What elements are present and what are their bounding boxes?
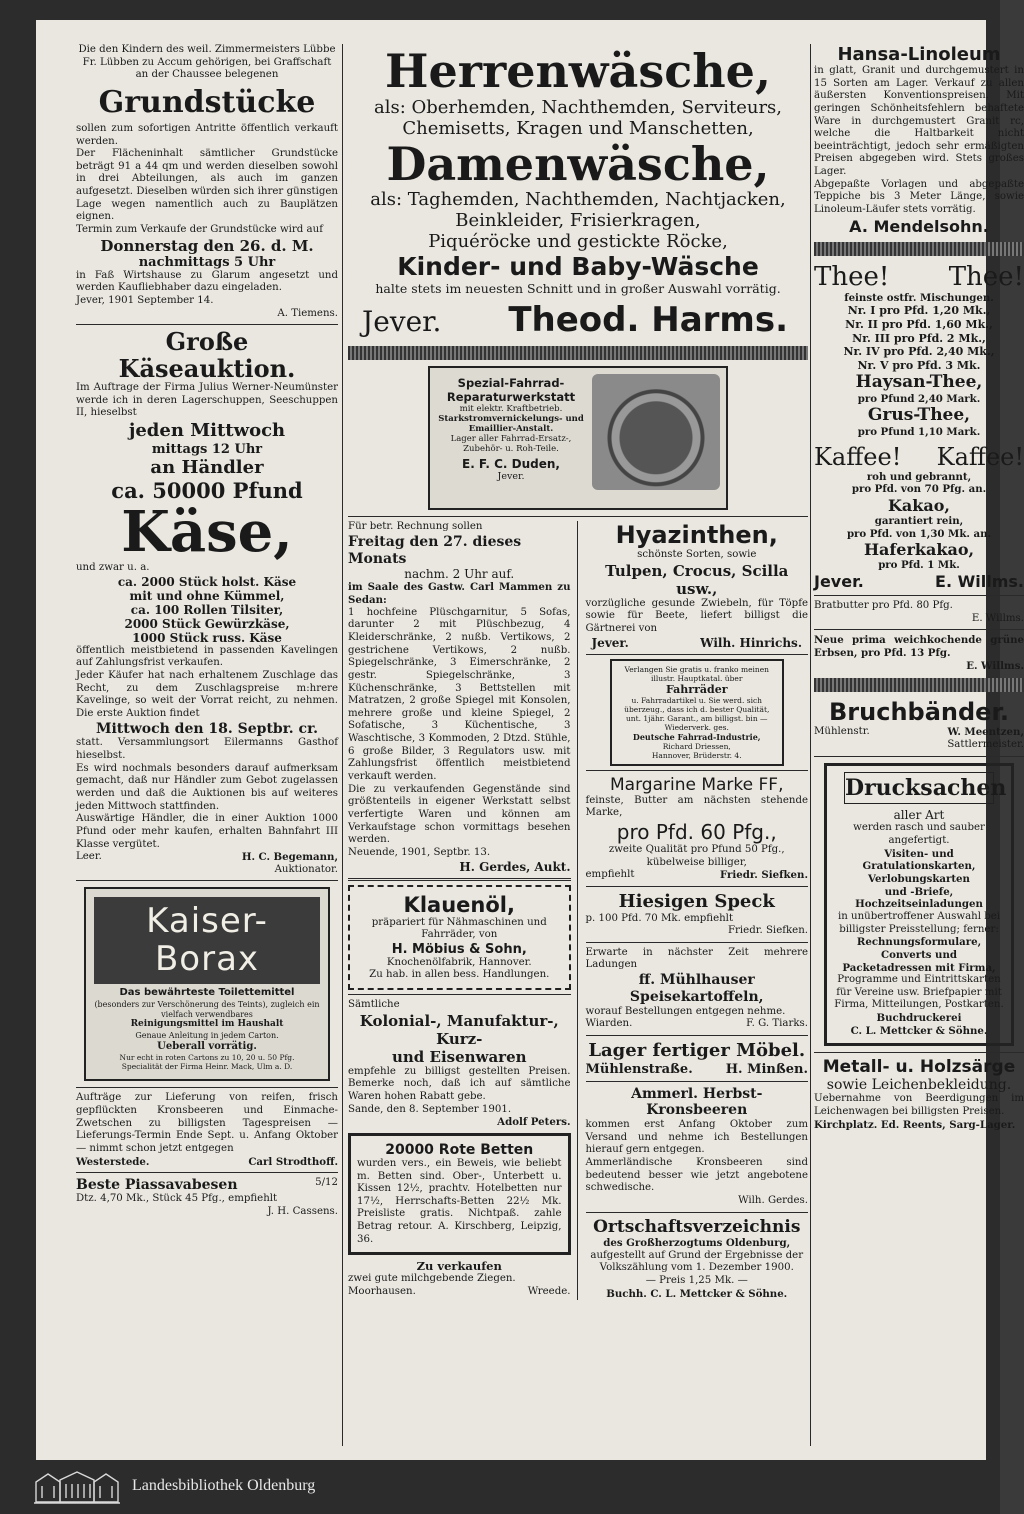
bratbutter-line: Bratbutter pro Pfd. 80 Pfg. — [814, 600, 953, 612]
borax-sub: Ueberall vorrätig. — [157, 1040, 257, 1052]
kakao-title: Kakao, — [888, 495, 950, 515]
piassava-signature: J. H. Cassens. — [267, 1205, 338, 1217]
hya-line: Tulpen, Crocus, Scilla usw., — [605, 561, 789, 598]
fahr-line: Deutsche Fahrrad-Industrie, — [632, 731, 761, 742]
kaese-date: Mittwoch den 18. Septbr. cr. — [95, 720, 319, 737]
druck-line: Converts und — [880, 948, 957, 961]
margarine-ad — [586, 775, 809, 882]
ziegen-place: Moorhausen. — [348, 1286, 416, 1298]
peters-body: empfehle zu billigst gestellten Preisen. Bemerke noch, daß ich auf sämtliche Waren hohen Rabatt gebe. — [348, 1065, 571, 1102]
kaffee-left: Kaffee! — [814, 442, 902, 471]
column-rule — [342, 44, 343, 1446]
damen-title: Damenwäsche, — [386, 136, 770, 191]
thee-line: feinste ostfr. Mischungen. — [844, 291, 994, 304]
lino-body: in glatt, Granit und durchgemustert in 15 Sorten am Lager. Verkauf zu allen äußersten Konventionspreisen. Mit geringen Schönheitsfehlern behaftete Ware in durchgemustert Granit rc, welche die Haltbarkeit nicht beeinträchtigt, jedoch sehr ermäßigten Preisen abgegeben wird. Stets großes Lager. — [814, 65, 1024, 178]
druck-line: Packetadressen mit Firma, — [842, 961, 996, 974]
druck-line: werden rasch und sauber — [853, 822, 985, 834]
krons-title: Ammerl. Herbst-Kronsbeeren — [631, 1085, 763, 1119]
druck-title: Drucksachen — [844, 772, 994, 804]
fahr-line: Hannover, Brüderstr. 4. — [651, 750, 742, 760]
hyazinthen-ad — [586, 521, 809, 650]
borax-sub: (besonders zur Verschönerung des Teints), zugleich ein vielfach verwendbares — [94, 999, 320, 1019]
duden-name: E. F. C. Duden, — [462, 457, 560, 472]
grund-body: Termin zum Verkaufe der Grundstücke wird auf — [76, 224, 323, 236]
moebel-ad — [586, 1040, 809, 1077]
orts-signature: Buchh. C. L. Mettcker & Söhne. — [606, 1287, 788, 1300]
grus-price: pro Pfund 1,10 Mark. — [857, 425, 981, 438]
column-rule — [810, 44, 811, 1446]
grund-body: sollen zum sofortigen Antritte öffentlich verkauft werden. — [76, 122, 338, 147]
kaese-body: Es wird nochmals besonders darauf aufmerksam gemacht, daß nur Händler zum Gebot zugelassen werden und daß die Auktionen bis auf weiteres jeden Mittwoch stattfinden. — [76, 762, 338, 812]
grund-title: Grundstücke — [98, 84, 316, 120]
bruch-signature: W. Meentzen, — [947, 726, 1024, 739]
metall-line: Uebernahme von Beerdigungen im Leichenwagen bei billigsten Preisen. — [814, 1093, 1024, 1117]
grund-intro: Die den Kindern des weil. Zimmermeisters Lübbe Fr. Lübben zu Accum gehörigen, bei Graffschaft an der Chaussee belegenen — [78, 44, 336, 81]
kart-place: Wiarden. — [585, 1018, 633, 1030]
gerdes-signature: H. Gerdes, Aukt. — [459, 859, 571, 874]
bruch-place: Mühlenstr. — [814, 726, 870, 738]
betten-title: 20000 Rote Betten — [385, 1141, 534, 1158]
duden-ad — [428, 366, 728, 510]
kaese-item: 1000 Stück russ. Käse — [132, 630, 282, 645]
peters-title: und Eisenwaren — [391, 1047, 527, 1066]
moebel-place: Mühlenstraße. — [585, 1061, 693, 1077]
library-building-icon — [34, 1470, 120, 1504]
strodthoff-ad — [76, 1092, 338, 1168]
library-footer — [0, 1460, 1000, 1514]
damen-line: als: Taghemden, Nachthemden, Nachtjacken, — [370, 189, 786, 211]
orts-price: — Preis 1,25 Mk. — — [645, 1274, 748, 1286]
kart-title: ff. Mühlhauser Speisekartoffeln, — [629, 972, 764, 1005]
marg-line: feinste, Butter am nächsten stehende Marke, — [585, 794, 808, 819]
orts-line: aufgestellt auf Grund der Ergebnisse der Volkszählung vom 1. Dezember 1900. — [590, 1249, 804, 1274]
kaese-time: mittags 12 Uhr — [151, 441, 263, 457]
marg-line: zweite Qualität pro Pfund 50 Pfg., kübelweise billiger, — [608, 844, 785, 868]
strod-signature: Carl Strodthoff. — [248, 1155, 338, 1168]
speck-line: p. 100 Pfd. 70 Mk. empfiehlt — [585, 912, 734, 924]
speck-title: Hiesigen Speck — [618, 890, 775, 912]
kaffee-line: roh und gebrannt, — [866, 470, 972, 483]
harms-ad — [348, 46, 808, 340]
druck-line: Buchdruckerei — [876, 1012, 962, 1025]
fahr-line: Richard Driessen, — [662, 741, 731, 751]
gerdes-date: Freitag den 27. dieses Monats — [348, 533, 522, 567]
strod-place: Westerstede. — [76, 1155, 150, 1168]
linoleum-ad — [814, 44, 1024, 236]
speck-ad — [586, 891, 809, 938]
moebel-title: Lager fertiger Möbel. — [588, 1039, 806, 1061]
halte-line: halte stets im neuesten Schnitt und in großer Auswahl vorrätig. — [375, 281, 781, 297]
orts-title: Ortschaftsverzeichnis — [593, 1216, 801, 1237]
lino-title: Hansa-Linoleum — [837, 44, 1001, 65]
kaese-to: an Händler — [150, 456, 264, 478]
haysan-title: Haysan-Thee, — [855, 372, 983, 393]
grund-time: nachmittags 5 Uhr — [138, 254, 276, 270]
duden-place: Jever. — [497, 471, 525, 483]
ziegen-title: Zu verkaufen — [416, 1259, 502, 1274]
kaffee-right: Kaffee! — [936, 442, 1024, 471]
druck-line: Verlobungskarten — [868, 873, 970, 886]
hafer-price: pro Pfd. 1 Mk. — [878, 559, 960, 572]
damen-line: Piquéröcke und gestickte Röcke, — [428, 231, 728, 253]
peters-title: Kolonial-, Manufaktur-, Kurz- — [359, 1011, 559, 1048]
bruch-role: Sattlermeister. — [947, 738, 1024, 750]
orts-line: des Großherzogtums Oldenburg, — [603, 1237, 791, 1250]
hya-line: schönste Sorten, sowie — [637, 549, 757, 561]
kaese-signature: H. C. Begemann, — [241, 851, 338, 864]
druck-line: Gratulationskarten, — [862, 860, 976, 873]
damen-line: Beinkleider, Frisierkragen, — [455, 210, 701, 232]
ziegen-body: zwei gute milchgebende Ziegen. — [348, 1273, 516, 1285]
marg-title: Margarine Marke FF, — [610, 774, 784, 795]
gerdes-time: nachm. 2 Uhr auf. — [404, 567, 515, 582]
klauenoel-ad — [348, 885, 571, 991]
hafer-title: Haferkakao, — [863, 540, 975, 560]
krons-body: kommen erst Anfang Oktober zum Versand und nehme ich Bestellungen hierauf gern entgegen. — [585, 1119, 808, 1156]
thee-left: Thee! — [814, 261, 890, 292]
column-middle — [348, 44, 808, 1448]
bruchbaender-ad — [814, 698, 1024, 751]
ortschaft-ad — [586, 1217, 809, 1301]
hya-line: vorzügliche gesunde Zwiebeln, für Töpfe sowie für Beete, liefert billigst die Gärtnerei von — [585, 597, 808, 635]
kaese-title: Große Käseauktion. — [118, 327, 296, 383]
kronsbeeren-ad — [586, 1086, 809, 1208]
thee-price: Nr. II pro Pfd. 1,60 Mk., — [845, 317, 993, 331]
harms-place: Jever. — [362, 305, 442, 339]
gerdes-line: Für betr. Rechnung sollen — [348, 521, 483, 533]
klauen-line: Zu hab. in allen bess. Handlungen. — [369, 969, 550, 981]
duden-line: Spezial-Fahrrad- — [457, 376, 565, 391]
borax-sub: Reinigungsmittel im Haushalt — [130, 1019, 284, 1030]
gerdes-body: 1 hochfeine Plüschgarnitur, 5 Sofas, darunter 2 mit Plüschbezug, 4 Kleiderschränke, 2 nußb. Vertikows, 2 gestrichene Vertikows, 2 nußb. Spiegelschränke, 3 Eimerschränke, 2 gestr. Spiegelschränke, 3 Küchenschränke, 3 Bettstellen mit Matratzen, 2 große Spiegel mit Konsolen, mehrere große und kleine Spiegel, 2 Sofatische, 3 Küchentische, 3 Waschtische, 3 Kommoden, 2 Dtzd. Stühle, 6 große Bilder, 3 Regulators usw. mit Zahlungsfrist öffentlich meistbietend verkauft werden. — [348, 606, 571, 783]
druck-line: aller Art — [893, 807, 945, 822]
bratbutter-signature: E. Willms. — [971, 612, 1024, 624]
kaese-big: Käse, — [121, 499, 293, 566]
kaese-place: Leer. — [76, 851, 102, 863]
haysan-price: pro Pfund 2,40 Mark. — [857, 392, 981, 405]
kakao-line: pro Pfd. von 1,30 Mk. an. — [846, 527, 992, 540]
peters-ad — [348, 999, 571, 1129]
kinder-line: Kinder- und Baby-Wäsche — [397, 252, 759, 282]
thee-price: Nr. IV pro Pfd. 2,40 Mk., — [843, 345, 995, 359]
erbsen-signature: E. Willms. — [966, 659, 1024, 672]
metall-signature: Kirchplatz. Ed. Reents, Sarg-Lager. — [814, 1118, 1016, 1131]
column-right — [814, 44, 1024, 1448]
speck-signature: Friedr. Siefken. — [727, 925, 808, 937]
druck-line: Rechnungsformulare, — [856, 936, 982, 949]
metall-line: sowie Leichenbekleidung. — [826, 1077, 1012, 1094]
piassava-ad — [76, 1177, 338, 1218]
grund-body: in Faß Wirtshause zu Glarum angesetzt und werden Kaufliebhaber dazu eingeladen. — [76, 269, 338, 294]
kartoffeln-ad — [586, 947, 809, 1031]
kaffee-line: pro Pfd. von 70 Pfg. an. — [851, 483, 987, 496]
klauen-title: Klauenöl, — [403, 892, 515, 917]
thee-right: Thee! — [948, 261, 1024, 292]
kaese-body: Jeder Käufer hat nach erhaltenem Zuschlage das Recht, zu dem Zuschlagspreise m:hrere Kavelinge, so weit der Vorrat reicht, zu nehmen. Die erste Auktion findet — [76, 670, 338, 719]
kaese-ad — [76, 329, 338, 876]
thee-price: Nr. I pro Pfd. 1,20 Mk., — [847, 304, 991, 318]
grus-title: Grus-Thee, — [867, 405, 971, 426]
peters-signature: Adolf Peters. — [497, 1116, 571, 1129]
kaese-body: statt. Versammlungsort Eilermanns Gasthof hieselbst. — [76, 737, 338, 762]
gerdes-where: im Saale des Gastw. Carl Mammen zu Sedan: — [348, 581, 571, 607]
kaese-role: Auktionator. — [274, 863, 338, 875]
kaese-und: und zwar u. a. — [76, 562, 150, 574]
duden-line: Starkstromvernickelungs- und Emaillier-Anstalt. — [438, 414, 584, 435]
thee-price: Nr. III pro Pfd. 2 Mk., — [852, 331, 986, 345]
borax-sub: Specialität der Firma Heinr. Mack, Ulm a. D. — [121, 1062, 293, 1072]
ziegen-signature: Wreede. — [527, 1286, 571, 1298]
druck-line: und -Briefe, — [884, 885, 954, 898]
fahr-title: Fahrräder — [665, 682, 728, 696]
hya-title: Hyazinthen, — [615, 521, 778, 550]
drucksachen-ad — [824, 763, 1014, 1047]
marg-price: pro Pfd. 60 Pfg., — [616, 820, 777, 845]
kakao-line: garantiert rein, — [874, 514, 964, 527]
fahr-line: Verlangen Sie gratis u. franko meinen illustr. Hauptkatal. über — [624, 664, 770, 683]
kart-line: Erwarte in nächster Zeit mehrere Ladungen — [585, 946, 808, 971]
klauen-name: H. Möbius & Sohn, — [391, 941, 527, 957]
piassava-frac: 5/12 — [315, 1177, 338, 1189]
kaese-when: jeden Mittwoch — [128, 419, 286, 441]
marg-emp: empfiehlt — [585, 869, 635, 881]
gerdes-ad — [348, 521, 571, 873]
thee-price: Nr. V pro Pfd. 3 Mk. — [857, 358, 981, 372]
lino-signature: A. Mendelsohn. — [849, 216, 989, 236]
peters-place: Sande, den 8. September 1901. — [348, 1103, 512, 1115]
grund-body: Der Flächeninhalt sämtlicher Grundstücke beträgt 91 a 44 qm und werden dieselben sowohl in drei Abteilungen, als auch im ganzen aufgesetzt. Dieselben würden sich ihrer günstigen Lage wegen namentlich auch zu Bauplätzen eignen. — [76, 148, 338, 223]
bicycle-wheel-illustration — [592, 374, 720, 490]
lino-body: Abgepaßte Vorlagen und abgepaßte Teppiche bis 3 Meter Länge, sowie Linoleum-Läufer stets vorrätig. — [814, 178, 1024, 216]
kaese-item: ca. 2000 Stück holst. Käse — [117, 574, 297, 589]
erbsen-line: Neue prima weichkochende grüne Erbsen, pro Pfd. 13 Pfg. — [814, 634, 1024, 660]
marg-signature: Friedr. Siefken. — [719, 869, 808, 882]
borax-sub: Nur echt in roten Cartons zu 10, 20 u. 50 Pfg. — [119, 1052, 295, 1062]
moebel-signature: H. Minßen. — [725, 1061, 808, 1077]
kart-line: worauf Bestellungen entgegen nehme. — [585, 1005, 786, 1017]
herren-title: Herrenwäsche, — [385, 44, 771, 98]
willms-signature: E. Willms. — [935, 572, 1024, 592]
krons-body: Ammerländische Kronsbeeren sind bedeutend besser wie jetzt angebotene schwedische. — [585, 1157, 808, 1194]
grund-date: Donnerstag den 26. d. M. — [100, 236, 314, 255]
duden-line: mit elektr. Kraftbetrieb. — [459, 404, 563, 415]
strod-body: Aufträge zur Lieferung von reifen, frisch gepflückten Kronsbeeren und Einmache-Zwetschen zu billigsten Tagespreisen — Lieferungs-Termin Ende Sept. u. Anfang Oktober — nimmt schon jetzt entgegen — [76, 1092, 338, 1155]
druck-signature: C. L. Mettcker & Söhne. — [850, 1024, 988, 1037]
ziegen-ad — [348, 1259, 571, 1298]
duden-line: Reparaturwerkstatt — [446, 390, 576, 405]
borax-title: Borax — [154, 938, 260, 979]
piassava-body: Dtz. 4,70 Mk., Stück 45 Pfg., empfiehlt — [76, 1193, 278, 1205]
herren-line: als: Oberhemden, Nachthemden, Serviteurs, — [373, 96, 783, 118]
druck-line: Hochzeitseinladungen — [855, 898, 983, 911]
borax-sub: Genaue Anleitung in jedem Carton. — [135, 1030, 279, 1040]
saerge-ad — [814, 1057, 1024, 1131]
grund-signature: A. Tiemens. — [277, 307, 338, 319]
grund-place: Jever, 1901 September 14. — [76, 294, 214, 306]
duden-line: Lager aller Fahrrad-Ersatz-, Zubehör- u. Roh-Teile. — [450, 434, 572, 455]
gerdes-body: Die zu verkaufenden Gegenstände sind größtenteils in eigener Werkstatt selbst verfertigte Waren und können am Verkaufstage schon vormittags besehen werden. — [348, 783, 571, 846]
library-name: Landesbibliothek Oldenburg — [132, 1477, 316, 1494]
hya-place: Jever. — [591, 635, 629, 650]
willms-ad — [814, 262, 1024, 591]
druck-line: in unübertroffener Auswahl bei billigster Preisstellung; ferner: — [837, 910, 1001, 935]
kaese-amount: ca. 50000 Pfund — [111, 478, 303, 504]
piassava-title: Beste Piassavabesen — [76, 1177, 238, 1194]
druck-line: angefertigt. — [888, 835, 950, 847]
borax-title: Kaiser- — [146, 901, 268, 942]
bruch-title: Bruchbänder. — [829, 698, 1009, 727]
willms-place: Jever. — [814, 572, 864, 592]
kart-signature: F. G. Tiarks. — [746, 1018, 808, 1030]
kaiser-borax-ad — [84, 887, 330, 1081]
hya-signature: Wilh. Hinrichs. — [700, 635, 802, 650]
column-left — [76, 44, 338, 1448]
harms-name: Theod. Harms. — [508, 300, 788, 341]
klauen-line: Knochenölfabrik, Hannover. — [386, 956, 532, 968]
kaese-item: 2000 Stück Gewürzkäse, — [124, 616, 290, 631]
kaese-item: ca. 100 Rollen Tilsiter, — [130, 602, 284, 617]
newspaper-page — [36, 20, 1024, 1460]
druck-line: Visiten- und — [884, 847, 954, 860]
klauen-line: präpariert für Nähmaschinen und Fahrräder, von — [371, 916, 547, 941]
herren-line: Chemisetts, Kragen und Manschetten, — [402, 117, 754, 139]
grundstuecke-ad — [76, 44, 338, 320]
kaese-body: öffentlich meistbietend in passenden Kavelingen auf Zahlungsfrist verkaufen. — [76, 644, 338, 669]
krons-signature: Wilh. Gerdes. — [738, 1195, 808, 1207]
peters-pre: Sämtliche — [348, 999, 400, 1011]
borax-sub: Das bewährteste Toilettemittel — [119, 987, 295, 999]
fahrraeder-ad — [610, 659, 785, 766]
kaese-item: mit und ohne Kümmel, — [129, 588, 285, 603]
druck-line: Programme und Eintrittskarten für Vereine usw. Briefpapier mit Firma, Mitteilungen, Postkarten. — [834, 974, 1004, 1011]
gerdes-place: Neuende, 1901, Septbr. 13. — [348, 846, 491, 858]
betten-body: wurden vers., ein Beweis, wie beliebt m. Betten sind. Ober-, Unterbett u. Kissen 12½, prachtv. Hotelbetten nur 17½, Herrschafts-Betten 22½ Mk. Preisliste gratis. Nichtpaß. zahle Betrag retour. A. Kirschberg, Leipzig, 36. — [357, 1157, 562, 1245]
metall-title: Metall- u. Holzsärge — [822, 1057, 1016, 1078]
betten-ad — [348, 1133, 571, 1255]
kaese-body: Im Auftrage der Firma Julius Werner-Neumünster werde ich in deren Lagerschuppen, Seeschuppen II, hieselbst — [76, 382, 338, 419]
kaese-body: Auswärtige Händler, die in einer Auktion 1000 Pfund oder mehr kaufen, erhalten Bahnfahrt III Klasse vergütet. — [76, 813, 338, 850]
fahr-line: u. Fahrradartikel u. Sie werd. sich überzeug., dass ich d. bester Qualität, unt. 1jähr. Garant., am billigst. bin — Wiederverk. ges. — [624, 695, 770, 732]
